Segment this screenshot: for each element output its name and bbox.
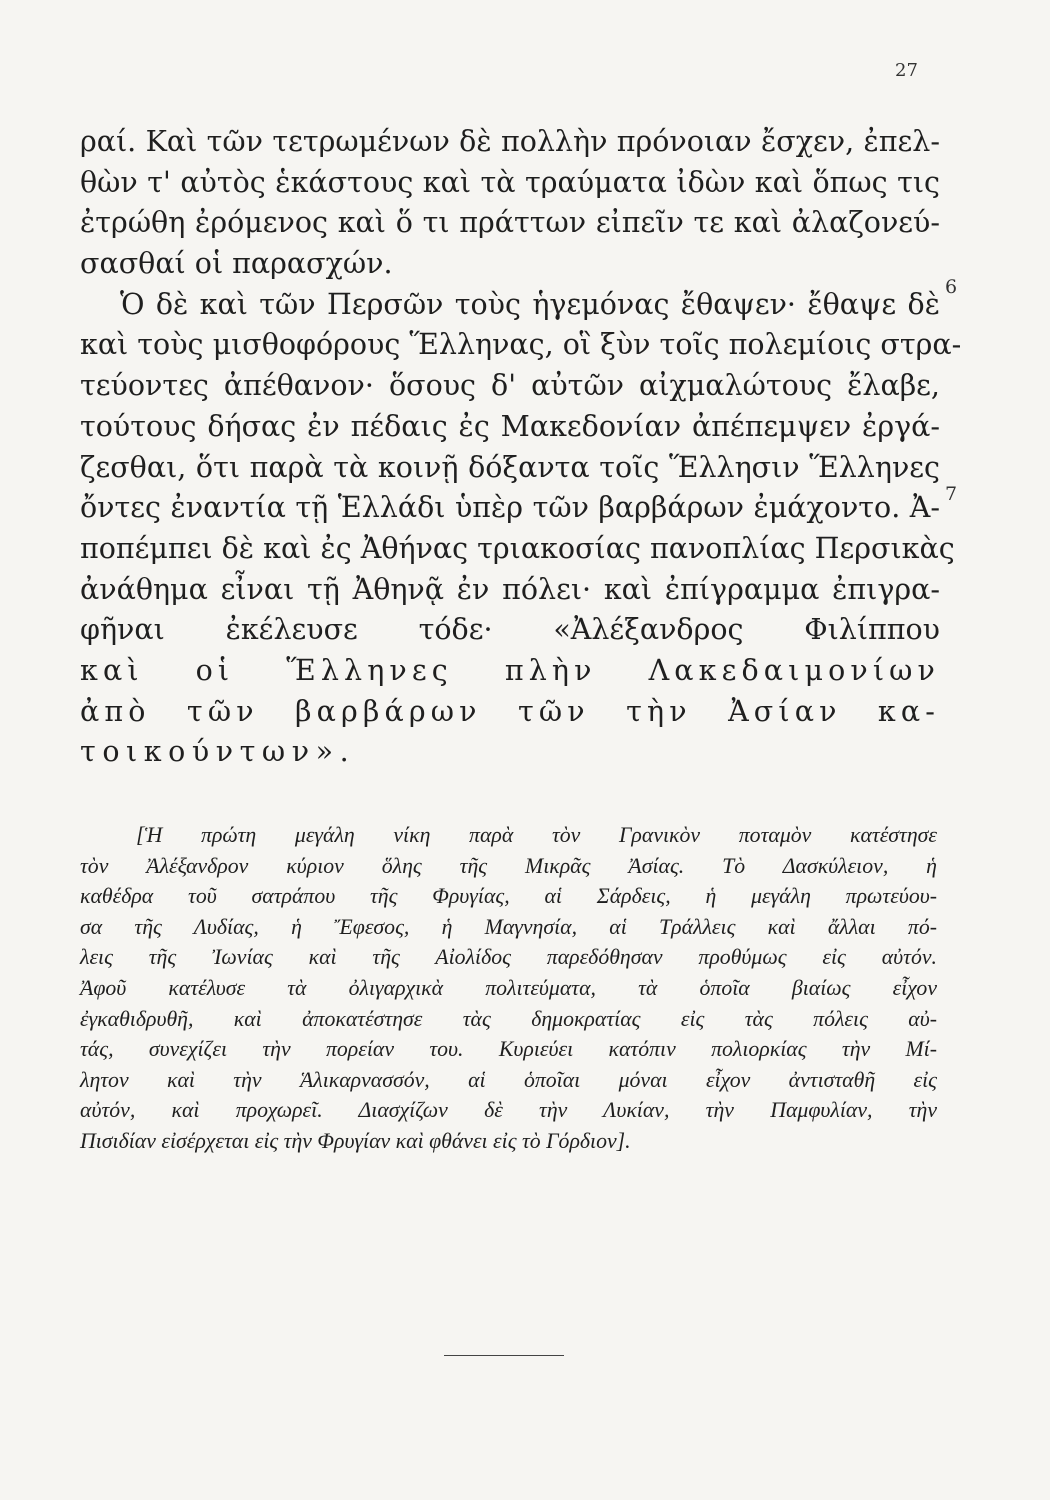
text-line: ποπέμπει δὲ καὶ ἐς Ἀθήνας τριακοσίας πανοπλίας Περσικὰς xyxy=(80,531,955,565)
text-line: καὶ τοὺς μισθοφόρους Ἕλληνας, οἳ ξὺν τοῖς πολεμίοις στρα- xyxy=(80,328,962,362)
inscription-line: καὶ οἱ Ἕλληνες πλὴν Λακεδαιμονίων xyxy=(80,653,940,687)
note-line: τὸν Ἀλέξανδρον κύριον ὅλης τῆς Μικρᾶς Ἀσίας. Τὸ Δασκύλειον, ἡ xyxy=(80,853,937,878)
section-number-6: 6 xyxy=(945,276,958,298)
text-line: ραί. Καὶ τῶν τετρωμένων δὲ πολλὴν πρόνοιαν ἔσχεν, ἐπελ- xyxy=(80,125,940,158)
commentary-note xyxy=(80,820,937,1157)
text-line: τούτους δήσας ἐν πέδαις ἐς Μακεδονίαν ἀπέπεμψεν ἐργά- xyxy=(80,409,940,443)
text-line: Ὁ δὲ καὶ τῶν Περσῶν τοὺς ἡγεμόνας ἔθαψεν· ἔθαψε δὲ xyxy=(120,287,940,321)
end-rule xyxy=(444,1355,564,1356)
text-line: θὼν τ' αὐτὸς ἑκάστους καὶ τὰ τραύματα ἰδὼν καὶ ὅπως τις xyxy=(80,165,940,199)
note-line: αὐτόν, καὶ προχωρεῖ. Διασχίζων δὲ τὴν Λυκίαν, τὴν Παμφυλίαν, τὴν xyxy=(80,1098,937,1123)
text-line: σασθαί οἱ παρασχών. xyxy=(80,247,393,281)
text-line: ἀνάθημα εἶναι τῇ Ἀθηνᾷ ἐν πόλει· καὶ ἐπίγραμμα ἐπιγρα- xyxy=(80,572,940,606)
section-number-7: 7 xyxy=(945,483,958,505)
inscription-line: φῆναι ἐκέλευσε τόδε· «Ἀλέξανδρος Φιλίππου xyxy=(80,613,940,647)
note-line: τάς, συνεχίζει τὴν πορείαν του. Κυριεύει κατόπιν πολιορκίας τὴν Μί- xyxy=(80,1037,937,1062)
note-line: σα τῆς Λυδίας, ἡ Ἔφεσος, ἡ Μαγνησία, αἱ Τράλλεις καὶ ἄλλαι πό- xyxy=(80,914,937,939)
note-line: [Ἡ πρώτη μεγάλη νίκη παρὰ τὸν Γρανικὸν ποταμὸν κατέστησε xyxy=(136,823,937,847)
note-line: λητον καὶ τὴν Ἁλικαρνασσόν, αἱ ὁποῖαι μόναι εἶχον ἀντισταθῆ εἰς xyxy=(80,1067,937,1092)
text-line: ἐτρώθη ἐρόμενος καὶ ὅ τι πράττων εἰπεῖν τε καὶ ἀλαζονεύ- xyxy=(80,206,940,240)
text-line: ζεσθαι, ὅτι παρὰ τὰ κοινῇ δόξαντα τοῖς Ἕλλησιν Ἕλληνες xyxy=(80,450,940,484)
note-line: Ἀφοῦ κατέλυσε τὰ ὀλιγαρχικὰ πολιτεύματα, τὰ ὁποῖα βιαίως εἶχον xyxy=(80,975,937,1000)
note-line: Πισιδίαν εἰσέρχεται εἰς τὴν Φρυγίαν καὶ φθάνει εἰς τὸ Γόρδιον]. xyxy=(80,1128,631,1153)
note-line: καθέδρα τοῦ σατράπου τῆς Φρυγίας, αἱ Σάρδεις, ἡ μεγάλη πρωτεύου- xyxy=(80,884,937,909)
page-number: 27 xyxy=(895,60,918,81)
note-line: λεις τῆς Ἰωνίας καὶ τῆς Αἰολίδος παρεδόθησαν προθύμως εἰς αὐτόν. xyxy=(80,945,937,970)
note-line: ἐγκαθιδρυθῆ, καὶ ἀποκατέστησε τὰς δημοκρατίας εἰς τὰς πόλεις αὐ- xyxy=(80,1006,937,1031)
text-line: τεύοντες ἀπέθανον· ὅσους δ' αὐτῶν αἰχμαλώτους ἔλαβε, xyxy=(80,369,940,403)
inscription-line: τοικούντων». xyxy=(80,735,356,769)
inscription-line: ἀπὸ τῶν βαρβάρων τῶν τὴν Ἀσίαν κα- xyxy=(80,694,940,728)
text-line: ὄντες ἐναντία τῇ Ἑλλάδι ὑπὲρ τῶν βαρβάρων ἐμάχοντο. Ἀ- xyxy=(80,491,940,525)
main-text xyxy=(80,122,962,773)
